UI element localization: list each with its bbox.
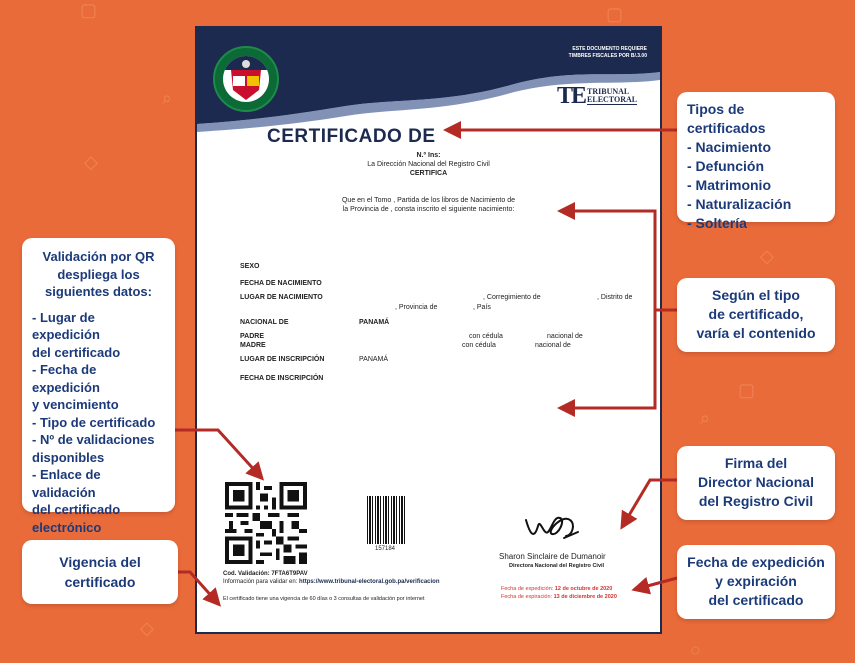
callout-types-item: - Naturalización (687, 196, 792, 212)
issue-date: 12 de octubre de 2020 (554, 586, 613, 592)
notice-line-2: TIMBRES FISCALES POR B/.3.00 (568, 52, 647, 59)
callout-qr-validation (22, 238, 175, 535)
expiry-date: 13 de diciembre de 2020 (553, 594, 617, 600)
callout-qr-item: y vencimiento (32, 397, 119, 412)
callout-types-title: Tipos de certificados (687, 101, 766, 136)
callout-dates (677, 545, 835, 619)
callout-types-item: - Defunción (687, 158, 764, 174)
fiscal-stamp-notice (537, 46, 647, 59)
field-padre: PADRE (240, 333, 264, 340)
callout-content-line: de certificado, (708, 306, 804, 322)
callout-certificate-types (677, 92, 835, 231)
callout-signature-line: Firma del (724, 455, 788, 471)
callout-qr-item: - Fecha de expedición (32, 362, 100, 395)
field-provincia: , Provincia de (395, 304, 438, 311)
callout-content-line: varía el contenido (696, 325, 816, 341)
field-padre-cedula: con cédula (469, 333, 503, 340)
callout-signature (677, 446, 835, 520)
decorative-circle-icon: ○ (690, 640, 701, 660)
expiry-date-line (501, 594, 617, 600)
field-madre-cedula: con cédula (462, 342, 496, 349)
decorative-shield-icon: ◇ (84, 152, 98, 172)
field-nacional-de: NACIONAL DE (240, 319, 289, 326)
seal-shield (223, 56, 269, 102)
barcode-number: 157184 (375, 546, 396, 552)
signer-name: Sharon Sinclaire de Dumanoir (499, 552, 606, 561)
callout-types-item: - Matrimonio (687, 177, 771, 193)
national-coat-of-arms-seal (213, 46, 279, 112)
body-line-2: la Provincia de , consta inscrito el siguiente nacimiento: (342, 206, 515, 213)
certifica: CERTIFICA (409, 170, 448, 177)
callout-validity-line: Vigencia del (59, 554, 141, 570)
director-signature (522, 506, 582, 546)
callout-signature-line: Director Nacional (698, 474, 814, 490)
callout-content-varies (677, 278, 835, 352)
num-ins: N.º Ins: (416, 152, 441, 159)
callout-qr-item: - Enlace de validación (32, 467, 101, 500)
callout-dates-line: del certificado (708, 592, 804, 608)
tribunal-electoral-logo (557, 83, 637, 110)
field-madre: MADRE (240, 342, 266, 349)
field-lugar-inscripcion-value: PANAMÁ (359, 356, 389, 363)
document-barcode (367, 496, 407, 544)
field-fecha-inscripcion: FECHA DE INSCRIPCIÓN (240, 375, 324, 382)
te-mark: TE (557, 83, 586, 109)
field-fecha-nacimiento: FECHA DE NACIMIENTO (240, 280, 322, 287)
te-word-1: TRIBUNAL (587, 87, 630, 97)
callout-qr-item: - Lugar de expedición (32, 309, 100, 342)
callout-qr-item: - Nº de validaciones (32, 432, 155, 447)
callout-types-item: - Nacimiento (687, 139, 772, 155)
callout-signature-line: del Registro Civil (698, 493, 814, 509)
field-corregimiento: , Corregimiento de (483, 294, 541, 301)
body-line-1: Que en el Tomo , Partida de los libros de Nacimiento de (341, 197, 516, 204)
validity-note: El certificado tiene una vigencia de 60 días o 3 consultas de validación por internet (223, 596, 425, 602)
callout-qr-title-line: despliega los (57, 266, 140, 282)
callout-qr-item: - Tipo de certificado (32, 414, 156, 430)
validation-code: Cod. Validación: 7FTA6T9PAV (223, 571, 308, 577)
decorative-search-icon: ⌕ (162, 88, 173, 108)
callout-content-line: Según el tipo (712, 287, 800, 303)
field-panama: PANAMÁ (359, 319, 390, 326)
validation-url-link[interactable]: https://www.tribunal-electoral.gob.pa/verificacion (299, 579, 440, 585)
notice-line-1: ESTE DOCUMENTO REQUIERE (572, 46, 647, 52)
certificate-document (195, 26, 662, 634)
field-lugar-inscripcion: LUGAR DE INSCRIPCIÓN (240, 356, 325, 363)
issue-label: Fecha de expedición: (501, 586, 554, 592)
callout-qr-title-line: siguientes datos: (45, 284, 152, 299)
field-sexo: SEXO (240, 263, 260, 270)
te-words (587, 88, 637, 104)
callout-validity-line: certificado (64, 574, 136, 590)
callout-qr-item: disponibles (32, 449, 105, 465)
field-pais: , País (473, 304, 491, 311)
decorative-shield-icon: ◇ (760, 246, 774, 266)
field-padre-nacional: nacional de (547, 333, 583, 340)
field-madre-nacional: nacional de (535, 342, 571, 349)
expiry-label: Fecha de expiración: (501, 594, 553, 600)
field-distrito: , Distrito de (597, 294, 633, 301)
validation-info (223, 579, 440, 585)
callout-qr-title-line: Validación por QR (42, 249, 155, 264)
issue-date-line (501, 586, 612, 592)
callout-dates-line: Fecha de expedición (687, 554, 825, 570)
callout-qr-title (32, 248, 165, 301)
signer-title: Directora Nacional del Registro Civil (509, 563, 605, 569)
te-word-2: ELECTORAL (587, 95, 638, 104)
callout-qr-item: electrónico (32, 519, 102, 535)
field-lugar-nacimiento: LUGAR DE NACIMIENTO (240, 294, 323, 301)
callout-dates-line: y expiración (715, 573, 797, 589)
callout-types-item: - Soltería (687, 215, 747, 231)
decorative-ticket-icon: ▢ (80, 0, 98, 20)
decorative-ticket-icon: ▢ (738, 380, 756, 400)
validation-qr-code[interactable] (225, 482, 307, 564)
decorative-search-icon: ⌕ (700, 408, 711, 428)
certificate-title: CERTIFICADO DE (267, 126, 436, 147)
callout-validity (22, 540, 178, 604)
callout-qr-item: del certificado (32, 344, 121, 360)
decorative-ticket-icon: ▢ (606, 4, 624, 24)
callout-qr-item: del certificado (32, 502, 121, 517)
validation-info-prefix: Información para validar en: (223, 579, 298, 585)
issuer: La Dirección Nacional del Registro Civil (367, 161, 490, 168)
decorative-shield-icon: ◇ (140, 618, 154, 638)
